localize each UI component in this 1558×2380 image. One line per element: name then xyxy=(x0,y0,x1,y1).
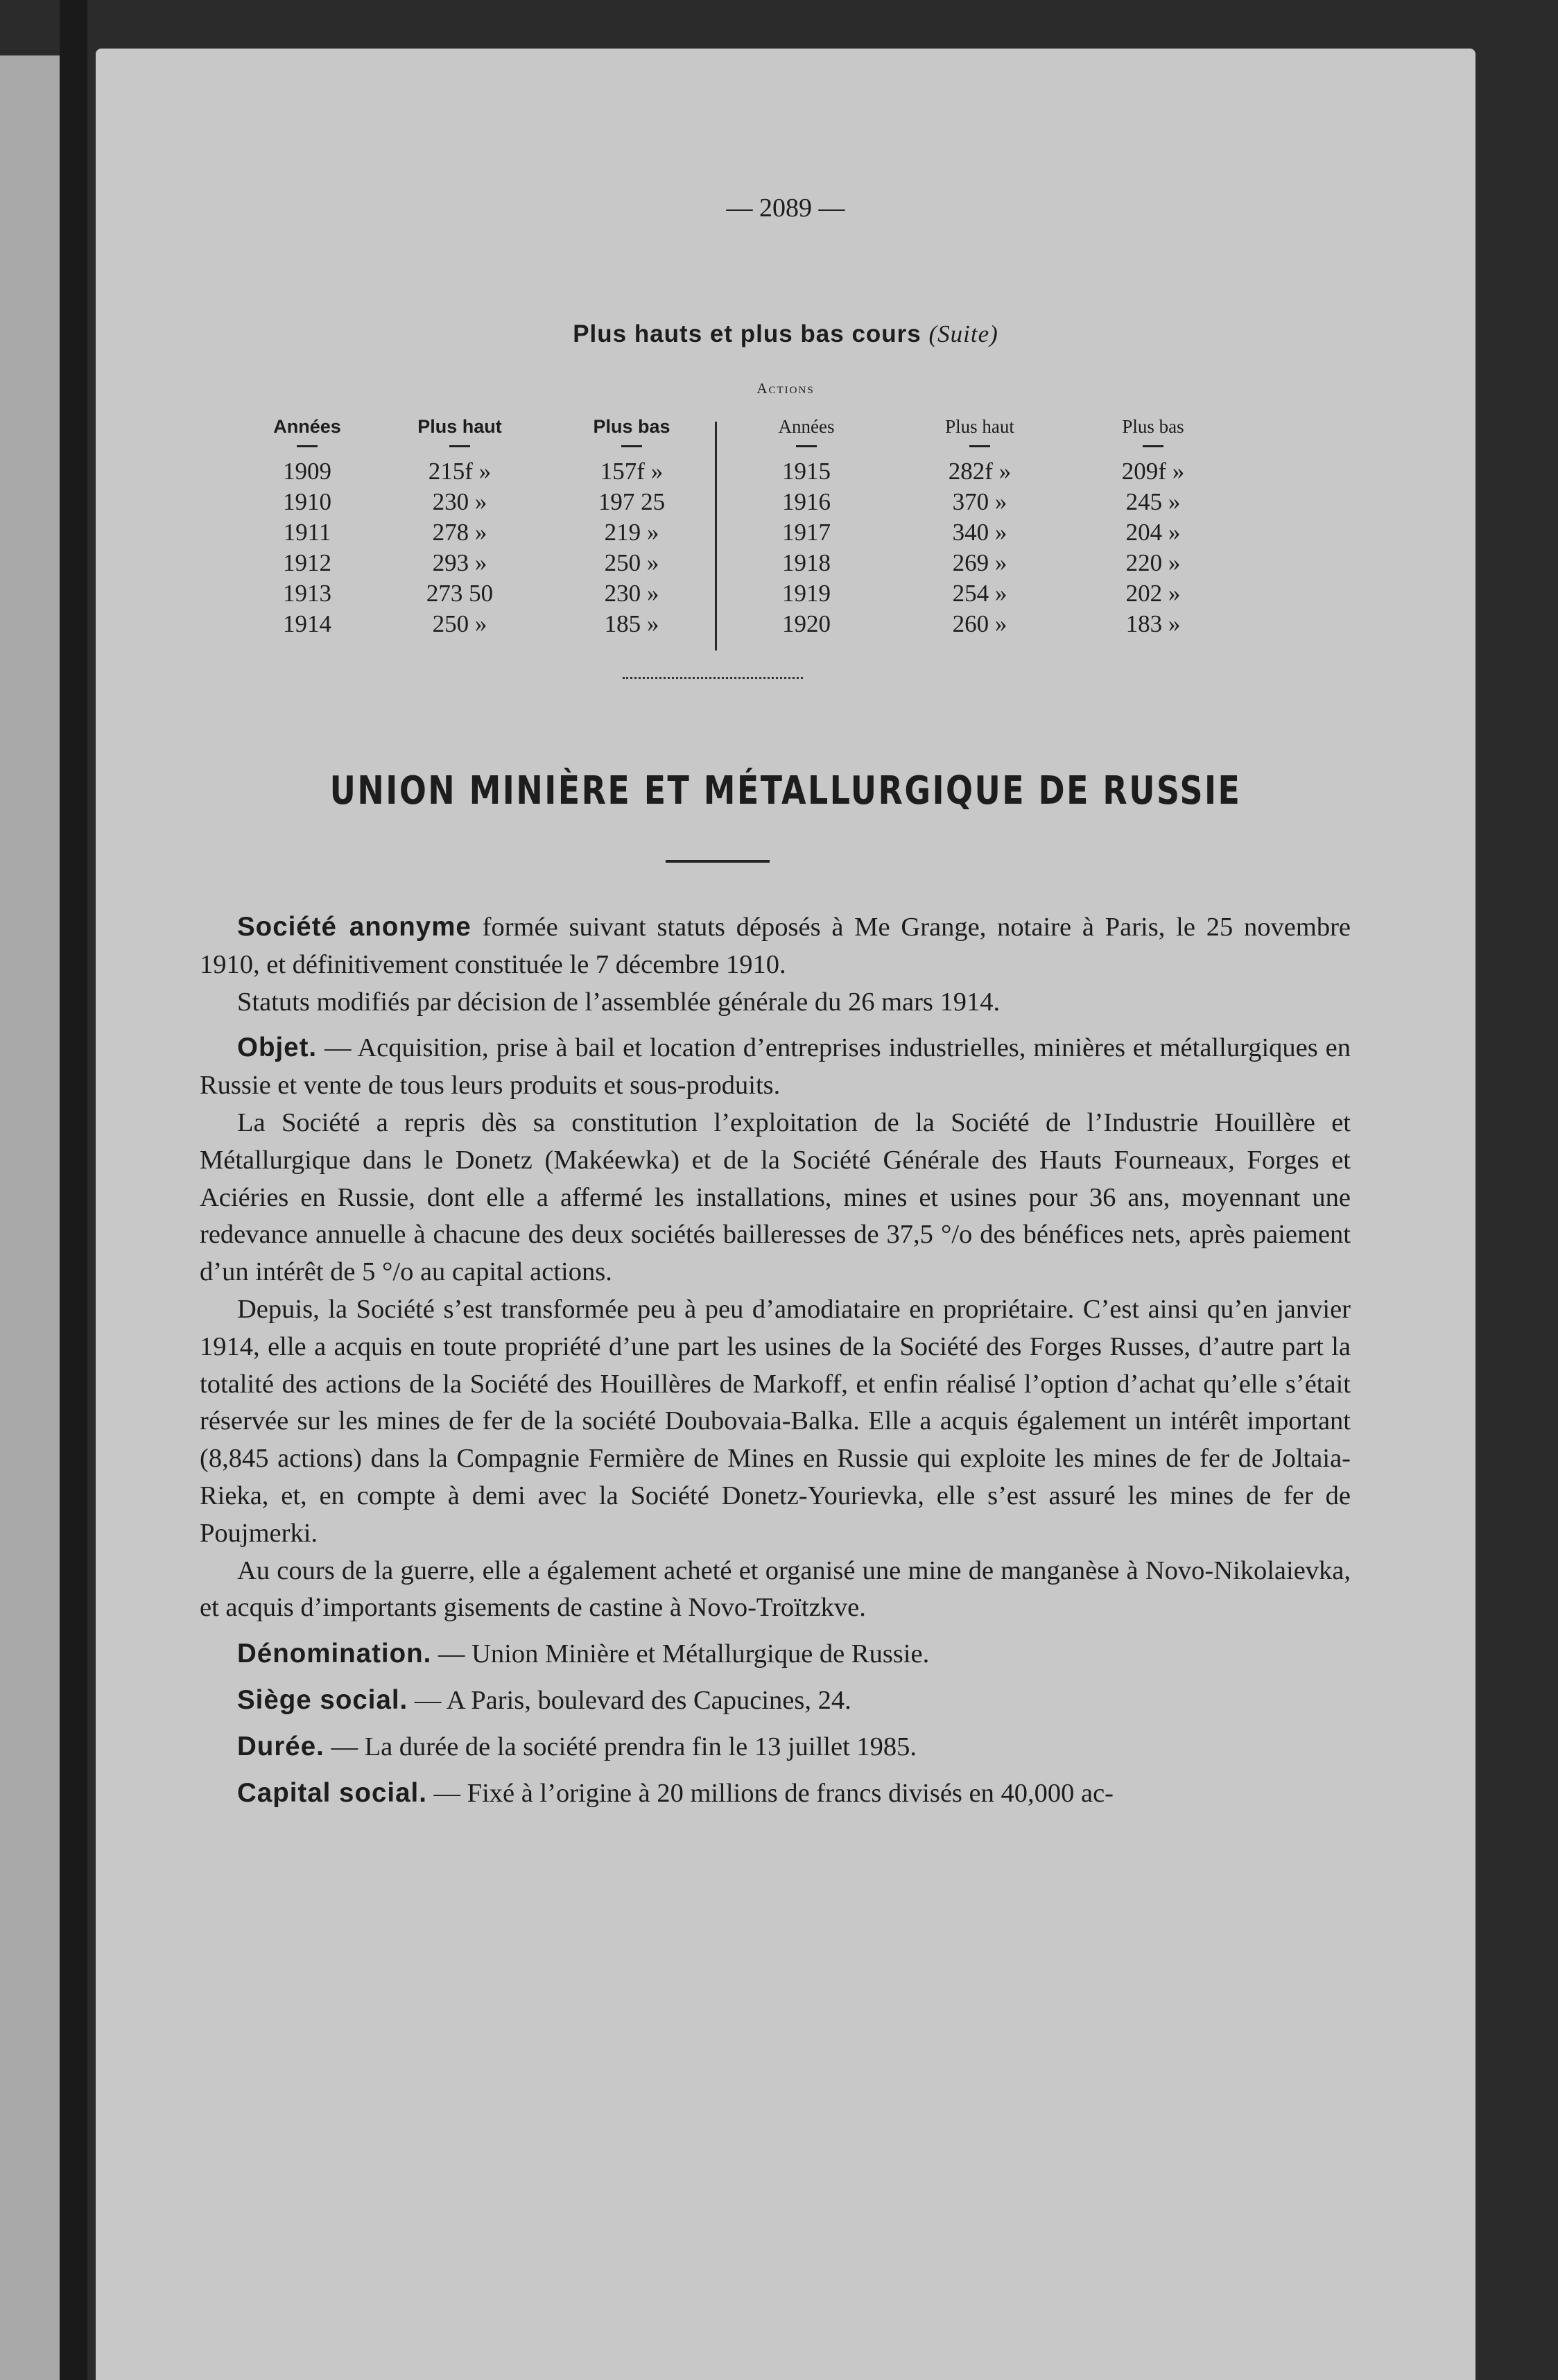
book-page xyxy=(96,49,1475,2380)
paragraph-transformation: Depuis, la Société s’est transformée peu à peu d’amodiataire en propriétaire. C’est ainsi qu’en janvier 1914, elle a acquis en toute propriété d’une part les usines de la Société des Forges Russes, d’autre part la totalité des actions de la Société des Houillères de Markoff, et enfin réalisé l’option d’achat qu’elle s’était réservée sur les mines de fer de la société Doubovaia-Balka. Elle a acquis également un intérêt important (8,845 actions) dans la Compagnie Fermière de Mines en Russie qui exploite les mines de fer de Joltaia-Rieka, et, en compte à demi avec la Société Donetz-Yourievka, elle s’est assuré les mines de fer de Poujmerki. xyxy=(200,1294,1351,1548)
cell: 293 » xyxy=(432,549,487,576)
paragraph-statuts: Statuts modifiés par décision de l’assemblée générale du 26 mars 1914. xyxy=(237,987,1001,1017)
cell: 1914 xyxy=(283,610,331,637)
paragraph-objet xyxy=(200,1029,1351,1105)
paragraph-denomination xyxy=(200,1635,1351,1673)
col-annees-right xyxy=(734,415,879,639)
table-divider xyxy=(715,422,717,650)
paragraph-text: — Union Minière et Métallurgique de Russie. xyxy=(431,1639,930,1669)
cell: 1909 xyxy=(283,458,331,485)
cell: 1912 xyxy=(283,549,331,576)
col-bas-left xyxy=(559,415,704,639)
label-societe-anonyme: Société anonyme xyxy=(237,912,471,942)
cell: 340 » xyxy=(952,519,1007,546)
cell: 183 » xyxy=(1125,610,1181,637)
cell: 1913 xyxy=(283,580,331,607)
cell: 260 » xyxy=(952,610,1007,637)
col-haut-left xyxy=(387,415,533,639)
cell: 202 » xyxy=(1125,580,1181,607)
cell: 219 » xyxy=(604,519,659,546)
cell: 197 25 xyxy=(598,488,666,515)
cell: 250 » xyxy=(432,610,487,637)
paragraph-text: — Acquisition, prise à bail et location d’entreprises industrielles, minières et métallurgiques en Russie et vente de tous leurs produits et sous-produits. xyxy=(200,1033,1351,1101)
cell: 1916 xyxy=(782,488,831,515)
cell: 230 » xyxy=(432,488,487,515)
cell: 1915 xyxy=(782,458,831,485)
cell: 254 » xyxy=(952,580,1007,607)
paragraph-constitution xyxy=(200,908,1351,984)
label-duree: Durée. xyxy=(237,1731,324,1761)
label-objet: Objet. xyxy=(237,1033,318,1063)
cell: 1918 xyxy=(782,549,831,576)
section-heading: UNION MINIÈRE ET MÉTALLURGIQUE DE RUSSIE xyxy=(329,768,1242,813)
cell: 1910 xyxy=(283,488,331,515)
header-haut-right: Plus haut xyxy=(945,416,1014,437)
cell: 1919 xyxy=(782,580,831,607)
table-title xyxy=(96,320,1475,348)
cell: 245 » xyxy=(1125,488,1181,515)
paragraph-text: formée suivant statuts déposés à Me Grange, notaire à Paris, le 25 novembre 1910, et définitivement constituée le 7 décembre 1910. xyxy=(200,913,1351,979)
cell: 273 50 xyxy=(426,580,494,607)
cell: 185 » xyxy=(604,610,659,637)
paragraph-guerre: Au cours de la guerre, elle a également acheté et organisé une mine de manganèse à Novo-Nikolaievka, et acquis d’importants gisements de castine à Novo-Troïtzkve. xyxy=(200,1555,1351,1623)
paragraph-text: — La durée de la société prendra fin le 13 juillet 1985. xyxy=(324,1732,917,1761)
cell: 250 » xyxy=(604,549,659,576)
table-title-text: Plus hauts et plus bas cours xyxy=(573,320,921,347)
cell: 204 » xyxy=(1125,519,1181,546)
cell: 1920 xyxy=(782,610,831,637)
paragraph-text: — Fixé à l’origine à 20 millions de francs divisés en 40,000 ac- xyxy=(426,1778,1114,1808)
cell: 269 » xyxy=(952,549,1007,576)
header-annees-right: Années xyxy=(778,416,835,437)
cell: 215f » xyxy=(428,458,492,485)
table-end-ornament xyxy=(623,670,803,679)
cell: 282f » xyxy=(948,458,1012,485)
label-denomination: Dénomination. xyxy=(237,1639,432,1669)
paragraph-siege xyxy=(200,1682,1351,1720)
paragraph-text: — A Paris, boulevard des Capucines, 24. xyxy=(408,1685,851,1715)
body-text xyxy=(200,908,1351,1812)
facing-page-edge xyxy=(0,55,60,2380)
cell: 1917 xyxy=(782,519,831,546)
cell: 370 » xyxy=(952,488,1007,515)
header-haut-left: Plus haut xyxy=(417,416,502,437)
cell: 220 » xyxy=(1125,549,1181,576)
col-annees-left xyxy=(234,415,380,639)
col-bas-right xyxy=(1080,415,1226,639)
table-subtitle: Actions xyxy=(756,380,815,397)
page-number: — 2089 — xyxy=(726,193,845,223)
header-annees-left: Années xyxy=(273,416,341,437)
paragraph-capital xyxy=(200,1775,1351,1813)
label-siege: Siège social. xyxy=(237,1684,408,1715)
header-bas-left: Plus bas xyxy=(593,416,670,437)
header-bas-right: Plus bas xyxy=(1122,416,1184,437)
col-haut-right xyxy=(907,415,1053,639)
cell: 209f » xyxy=(1121,458,1185,485)
heading-rule xyxy=(666,860,770,863)
paragraph-duree xyxy=(200,1728,1351,1766)
label-capital: Capital social. xyxy=(237,1777,427,1808)
cell: 1911 xyxy=(283,519,331,546)
book-gutter xyxy=(60,0,87,2380)
paragraph-history: La Société a repris dès sa constitution l’exploitation de la Société de l’Industrie Houillère et Métallurgique dans le Donetz (Makéewka) et de la Société Générale des Hauts Fourneaux, Forges et Aciéries en Russie, dont elle a affermé les installations, mines et usines pour 36 ans, moyennant une redevance annuelle à chacune des deux sociétés bailleresses de 37,5 °/o des bénéfices nets, après paiement d’un intérêt de 5 °/o au capital actions. xyxy=(200,1107,1351,1287)
table-title-suffix: (Suite) xyxy=(928,320,998,347)
cell: 230 » xyxy=(604,580,659,607)
cell: 278 » xyxy=(432,519,487,546)
cell: 157f » xyxy=(600,458,664,485)
